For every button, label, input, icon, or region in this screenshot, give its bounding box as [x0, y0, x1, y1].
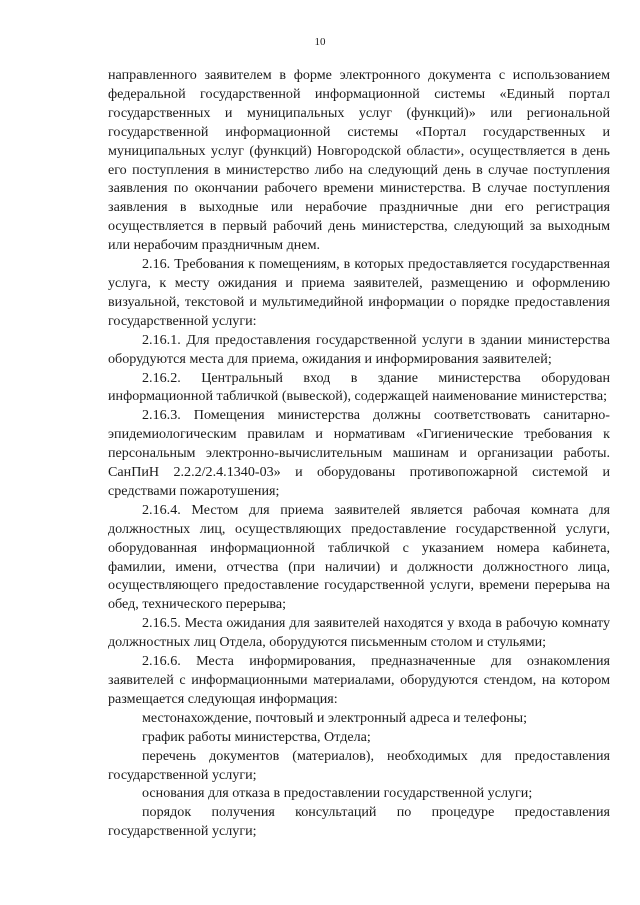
- paragraph-2-16-5: 2.16.5. Места ожидания для заявителей находятся у входа в рабочую комнату должностных лиц Отдела, оборудуются письменным столом и стульями;: [108, 615, 610, 651]
- paragraph-continuation: направленного заявителем в форме электронного документа с использованием федеральной государственной информационной системы «Единый портал государственных и муниципальных услуг (функций)» или региональной государственной информационной системы «Портал государственных и муниципальных услуг (функций) Новгородской области», осуществляется в день его поступления в министерство либо на следующий день в случае поступления заявления по окончании рабочего времени министерства. В случае поступления заявления в выходные или нерабочие праздничные дни его регистрация осуществляется в первый рабочий день министерства, следующий за выходным или нерабочим праздничным днем.: [108, 67, 610, 254]
- list-item-schedule: график работы министерства, Отдела;: [142, 728, 371, 745]
- list-item-consultations: порядок получения консультаций по процедуре предоставления государственной услуги;: [108, 804, 610, 840]
- list-item-refusal: основания для отказа в предоставлении государственной услуги;: [142, 785, 533, 802]
- paragraph-2-16-3: 2.16.3. Помещения министерства должны соответствовать санитарно-эпидемиологическим правилам и нормативам «Гигиенические требования к персональным электронно-вычислительным машинам и организации работы. СанПиН 2.2.2/2.4.1340-03» и оборудованы противопожарной системой и средствами пожаротушения;: [108, 407, 610, 499]
- paragraph-2-16-1: 2.16.1. Для предоставления государственной услуги в здании министерства оборудуются места для приема, ожидания и информирования заявителей;: [108, 331, 610, 367]
- list-item-location: местонахождение, почтовый и электронный адреса и телефоны;: [142, 709, 528, 726]
- paragraph-2-16: 2.16. Требования к помещениям, в которых предоставляется государственная услуга, к месту ожидания и приема заявителей, размещению и оформлению визуальной, текстовой и мультимедийной информации о порядке предоставления государственной услуги:: [108, 256, 610, 329]
- page-number: 10: [314, 36, 326, 48]
- paragraph-2-16-4: 2.16.4. Местом для приема заявителей является рабочая комната для должностных лиц, осуществляющих предоставление государственной услуги, оборудованная информационной табличкой с указанием номера кабинета, фамилии, имени, отчества (при наличии) и должности должностного лица, осуществляющего предоставление государственной услуги, времени перерыва на обед, технического перерыва;: [108, 501, 610, 613]
- paragraph-2-16-6: 2.16.6. Места информирования, предназначенные для ознакомления заявителей с информационными материалами, оборудуются стендом, на котором размещается следующая информация:: [108, 653, 610, 707]
- paragraph-2-16-2: 2.16.2. Центральный вход в здание министерства оборудован информационной табличкой (вывеской), содержащей наименование министерства;: [108, 369, 610, 405]
- document-body: [108, 66, 610, 841]
- list-item-documents: перечень документов (материалов), необходимых для предоставления государственной услуги;: [108, 747, 610, 783]
